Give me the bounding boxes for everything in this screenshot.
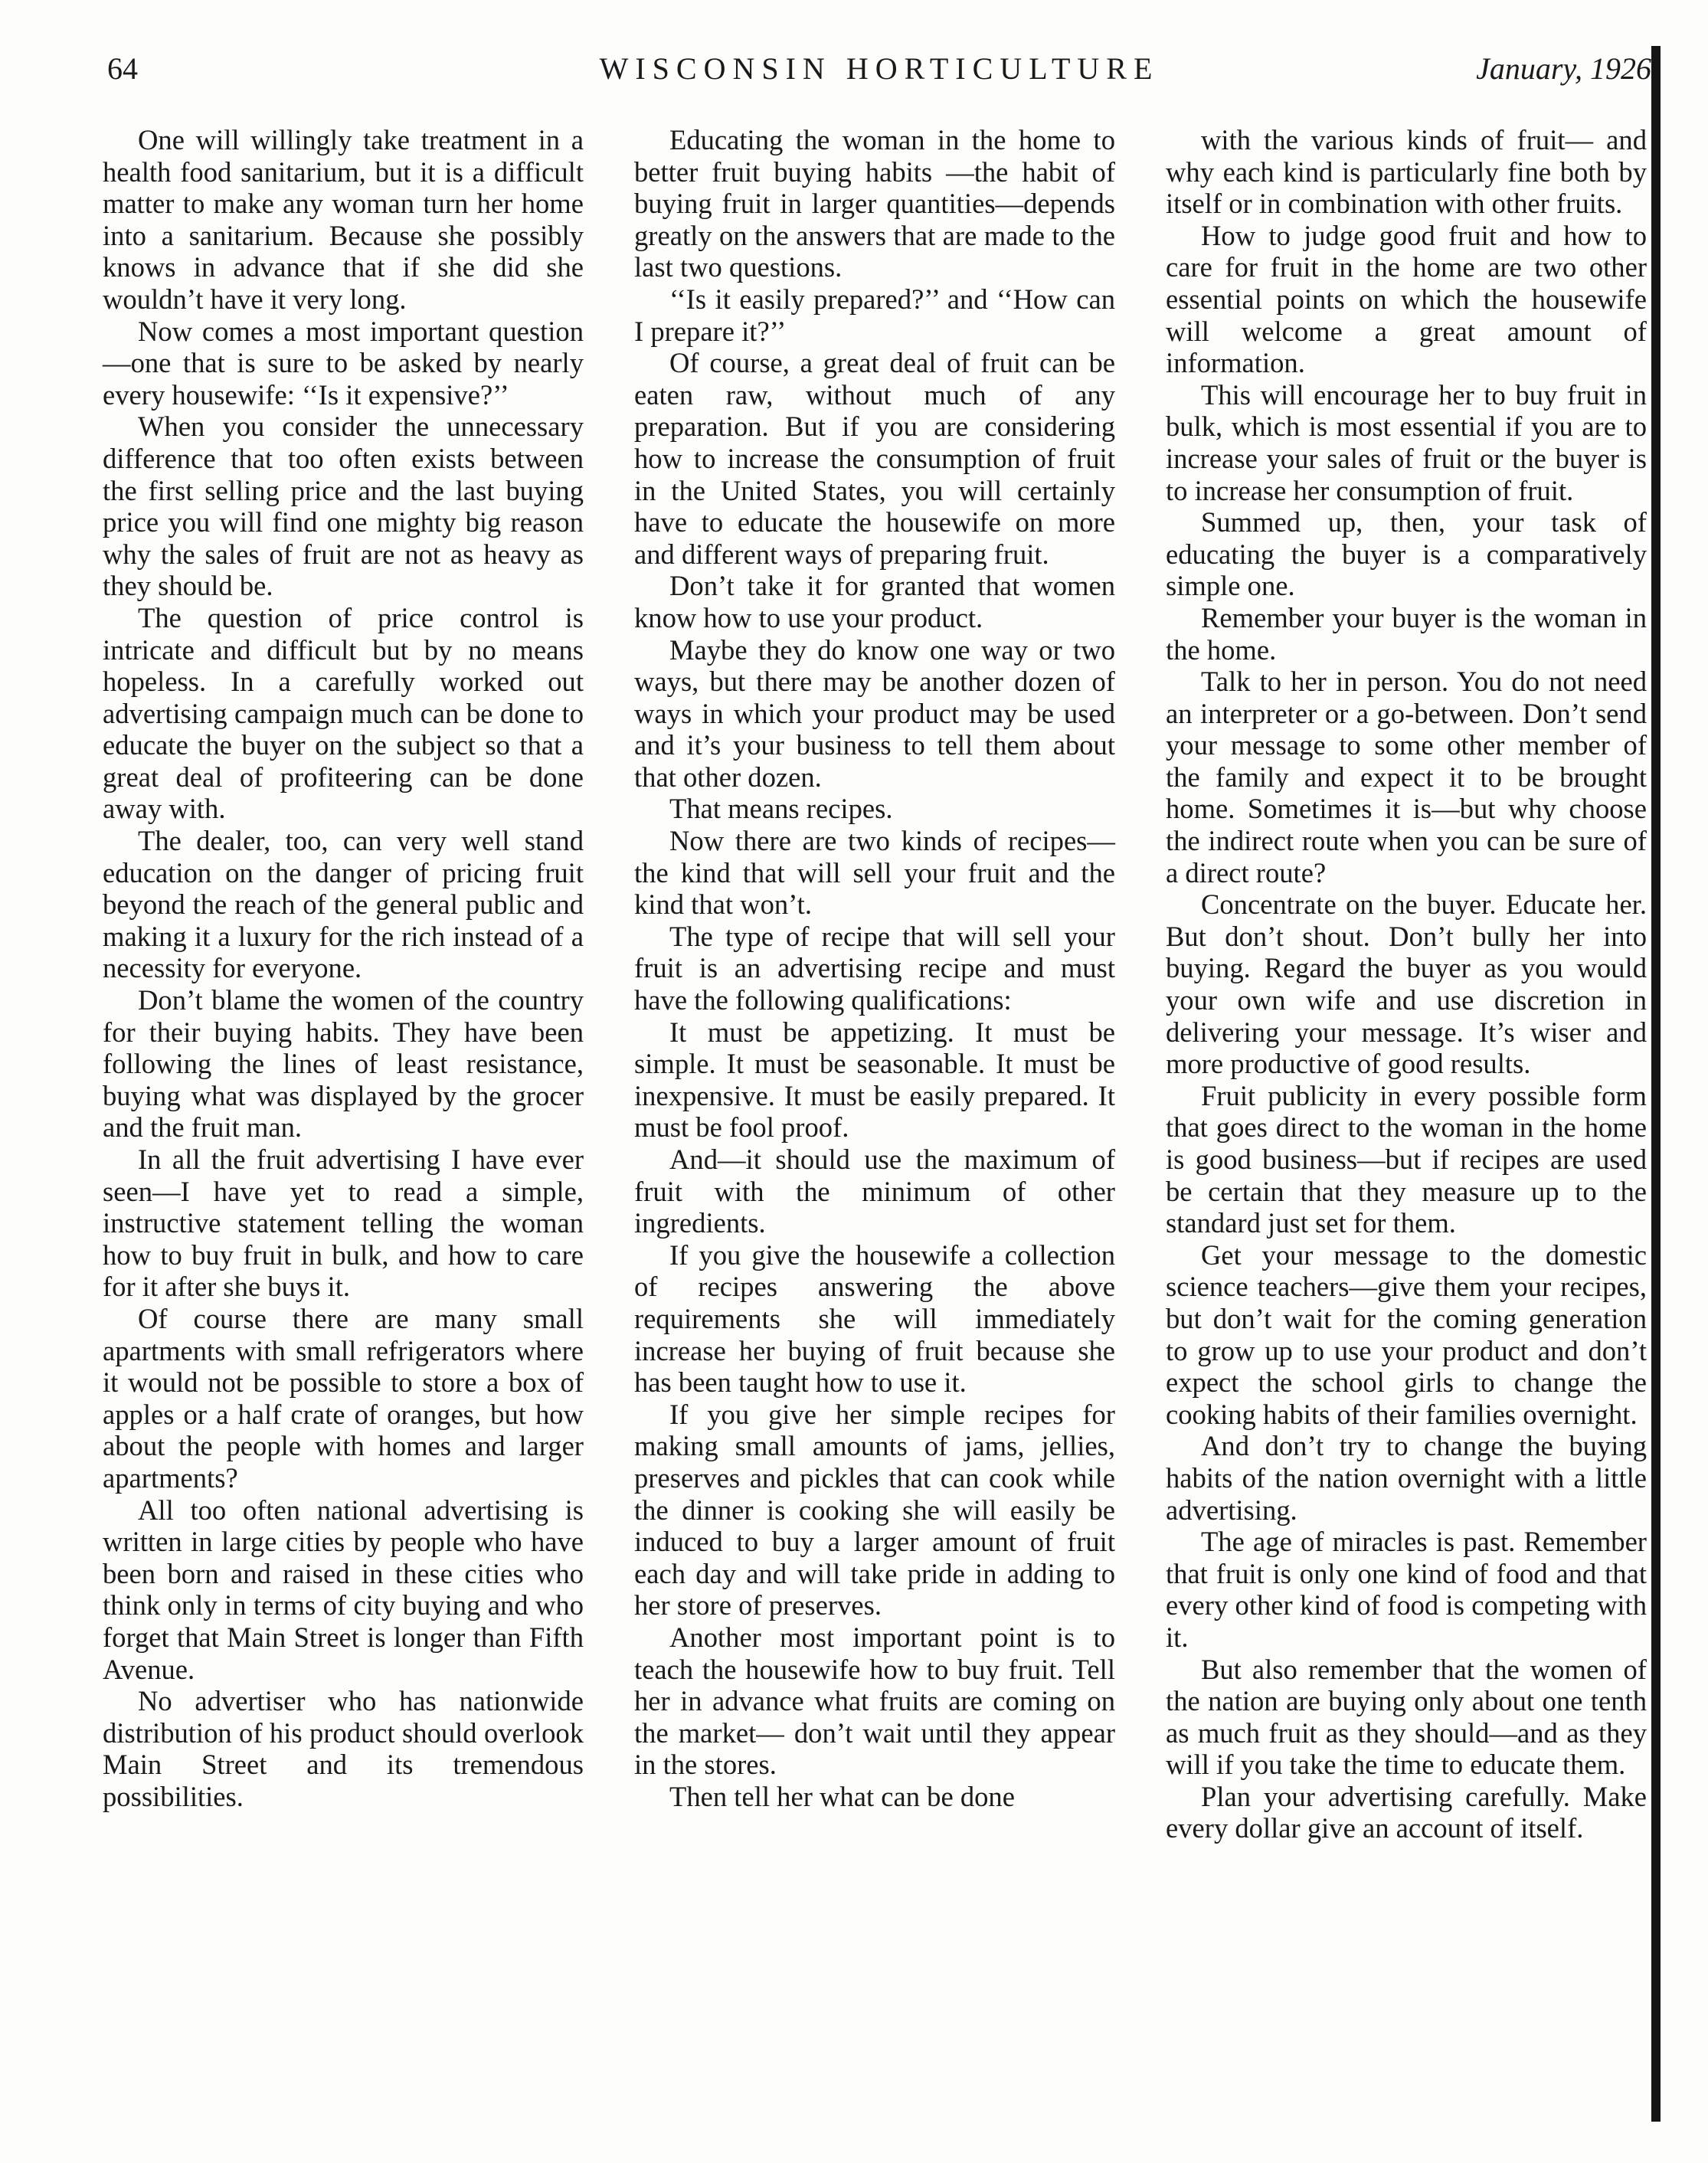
paragraph: Remember your buyer is the woman in the home. [1166,601,1647,666]
paragraph: It must be appetizing. It must be simple. It must be seasonable. It must be inexpensive. It must be easily prepared. It must be fool proof. [634,1016,1115,1144]
paragraph: Summed up, then, your task of educating the buyer is a comparatively simple one. [1166,506,1647,602]
paragraph: Fruit publicity in every possible form that goes direct to the woman in the home is good business—but if recipes are used be certain that they measure up to the standard just set for them. [1166,1079,1647,1239]
paragraph: The age of miracles is past. Remember that fruit is only one kind of food and that every other kind of food is competing with it. [1166,1526,1647,1653]
page-number: 64 [107,51,138,86]
paragraph: All too often national advertising is written in large cities by people who have been born and raised in these cities who think only in terms of city buying and who forget that Main Street is longer than Fifth Avenue. [103,1494,584,1685]
paragraph: But also remember that the women of the nation are buying only about one tenth as much fruit as they should—and as they will if you take the time to educate them. [1166,1653,1647,1781]
paragraph: Don’t take it for granted that women know how to use your product. [634,570,1115,633]
paragraph: The question of price control is intricate and difficult but by no means hopeless. In a carefully worked out advertising campaign much can be done to educate the buyer on the subject so that a great deal of profiteering can be done away with. [103,601,584,825]
journal-title: WISCONSIN HORTICULTURE [599,51,1160,86]
paragraph: Of course there are many small apartments with small refrigerators where it would not be possible to store a box of apples or a half crate of oranges, but how about the people with homes and larger apartments? [103,1302,584,1494]
paragraph: Now comes a most important question—one that is sure to be asked by nearly every housewife: ‘‘Is it expensive?’’ [103,315,584,411]
paragraph: And don’t try to change the buying habits of the nation overnight with a little advertising. [1166,1430,1647,1526]
paragraph: This will encourage her to buy fruit in bulk, which is most essential if you are to increase your sales of fruit or the buyer is to increase her consumption of fruit. [1166,378,1647,506]
paragraph: Don’t blame the women of the country for their buying habits. They have been following the lines of least resistance, buying what was displayed by the grocer and the fruit man. [103,984,584,1144]
paragraph: The dealer, too, can very well stand education on the danger of pricing fruit beyond the reach of the general public and making it a luxury for the rich instead of a necessity for everyone. [103,825,584,984]
paragraph: If you give the housewife a collection of recipes answering the above requirements she will immediately increase her buying of fruit because she has been taught how to use it. [634,1239,1115,1399]
paragraph: The type of recipe that will sell your fruit is an advertising recipe and must have the following qualifications: [634,920,1115,1016]
paragraph: Get your message to the domestic science teachers—give them your recipes, but don’t wait for the coming generation to grow up to use your product and don’t expect the school girls to change the cooking habits of their families overnight. [1166,1239,1647,1430]
text-column-3 [1166,124,1647,1844]
paragraph: When you consider the unnecessary difference that too often exists between the first selling price and the last buying price you will find one mighty big reason why the sales of fruit are not as heavy as they should be. [103,411,584,602]
paragraph: How to judge good fruit and how to care for fruit in the home are two other essential points on which the housewife will welcome a great amount of information. [1166,219,1647,379]
paragraph: Plan your advertising carefully. Make every dollar give an account of itself. [1166,1780,1647,1844]
paragraph: Talk to her in person. You do not need an interpreter or a go-between. Don’t send your message to some other member of the family and expect it to be brought home. Sometimes it is—but why choose the indirect route when you can be sure of a direct route? [1166,666,1647,888]
paragraph: Maybe they do know one way or two ways, but there may be another dozen of ways in which your product may be used and it’s your business to tell them about that other dozen. [634,633,1115,793]
paragraph: And—it should use the maximum of fruit with the minimum of other ingredients. [634,1144,1115,1239]
paragraph: Another most important point is to teach the housewife how to buy fruit. Tell her in advance what fruits are coming on the market— don’t wait until they appear in the stores. [634,1621,1115,1781]
paragraph: Then tell her what can be done [669,1780,1015,1812]
paragraph: In all the fruit advertising I have ever seen—I have yet to read a simple, instructive statement telling the woman how to buy fruit in bulk, and how to care for it after she buys it. [103,1144,584,1303]
paragraph: ‘‘Is it easily prepared?’’ and ‘‘How can I prepare it?’’ [634,283,1115,347]
paragraph: One will willingly take treatment in a health food sanitarium, but it is a difficult matter to make any woman turn her home into a sanitarium. Because she possibly knows in advance that if she did she wouldn’t have it very long. [103,124,584,315]
text-column-1 [103,124,584,1812]
text-column-2 [634,124,1115,1812]
paragraph: Of course, a great deal of fruit can be eaten raw, without much of any preparation. But if you are considering how to increase the consumption of fruit in the United States, you will certainly have to educate the housewife on more and different ways of preparing fruit. [634,347,1115,570]
paragraph: with the various kinds of fruit— and why each kind is particularly fine both by itself or in combination with other fruits. [1166,124,1647,220]
paragraph: If you give her simple recipes for making small amounts of jams, jellies, preserves and pickles that can cook while the dinner is cooking she will easily be induced to buy a larger amount of fruit each day and will take pride in adding to her store of preserves. [634,1398,1115,1621]
scan-edge-bar [1651,46,1661,2122]
paragraph: Concentrate on the buyer. Educate her. But don’t shout. Don’t bully her into buying. Regard the buyer as you would your own wife and use discretion in delivering your message. It’s wiser and more productive of good results. [1166,888,1647,1080]
paragraph: Now there are two kinds of recipes—the kind that will sell your fruit and the kind that won’t. [634,825,1115,921]
paragraph: That means recipes. [669,793,893,825]
page-header [107,51,1651,97]
issue-date: January, 1926 [1476,51,1651,86]
paragraph: Educating the woman in the home to better fruit buying habits —the habit of buying fruit in larger quantities—depends greatly on the answers that are made to the last two questions. [634,124,1115,283]
paragraph: No advertiser who has nationwide distribution of his product should overlook Main Street and its tremendous possibilities. [103,1685,584,1812]
